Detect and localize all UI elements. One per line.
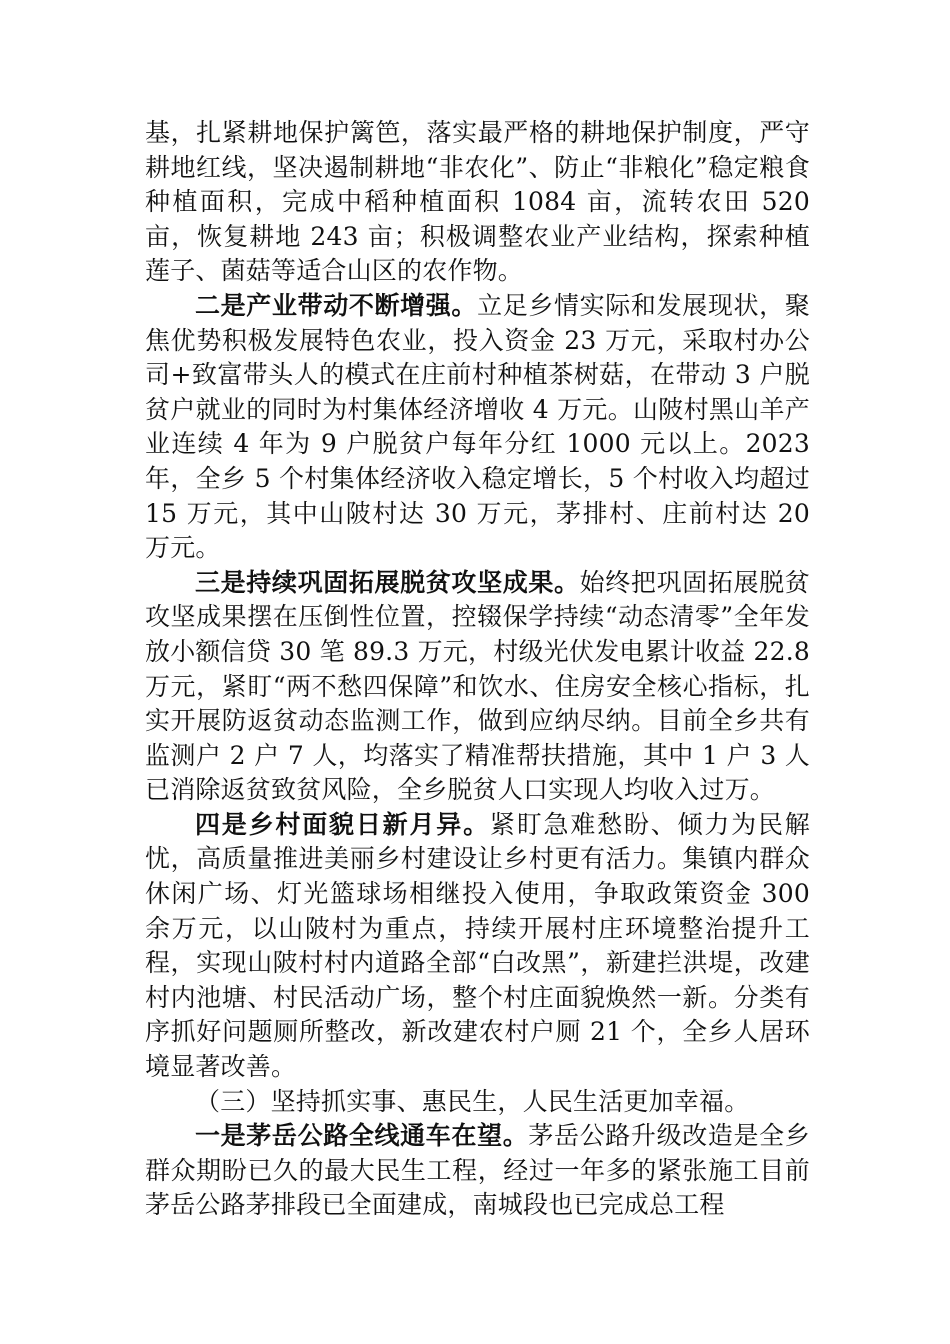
paragraph-lead-heading: 一是茅岳公路全线通车在望。 bbox=[195, 1121, 529, 1151]
section-heading-text: （三）坚持抓实事、惠民生，人民生活更加幸福。 bbox=[195, 1086, 750, 1116]
paragraph-text: 茅岳公路升级改造是全乡群众期盼已久的最大民生工程，经过一年多的紧张施工目前茅岳公路茅排段已全面建成，南城段也已完成总工程 bbox=[145, 1121, 810, 1220]
paragraph-lead-heading: 二是产业带动不断增强。 bbox=[195, 290, 478, 320]
paragraph-lead-heading: 三是持续巩固拓展脱贫攻坚成果。 bbox=[195, 567, 580, 597]
paragraph-lead-heading: 四是乡村面貌日新月异。 bbox=[195, 809, 490, 839]
paragraph-poverty-consolidation bbox=[145, 566, 810, 808]
paragraph-text: 基，扎紧耕地保护篱笆，落实最严格的耕地保护制度，严守耕地红线，坚决遏制耕地“非农化”、防止“非粮化”稳定粮食种植面积，完成中稻种植面积 1084 亩，流转农田 520 亩，恢复耕地 243 亩；积极调整农业产业结构，探索种植莲子、菌菇等适合山区的农作物。 bbox=[145, 118, 810, 286]
paragraph-village-appearance bbox=[145, 808, 810, 1085]
document-body bbox=[145, 116, 810, 1223]
section-heading-livelihood bbox=[145, 1085, 810, 1120]
paragraph-text: 立足乡情实际和发展现状，聚焦优势积极发展特色农业，投入资金 23 万元，采取村办公司+致富带头人的模式在庄前村种植茶树菇，在带动 3 户脱贫户就业的同时为村集体经济增收 4 万元。山陂村黑山羊产业连续 4 年为 9 户脱贫户每年分红 1000 元以上。2023 年，全乡 5 个村集体经济收入稳定增长，5 个村收入均超过 15 万元，其中山陂村达 30 万元，茅排村、庄前村达 20 万元。 bbox=[145, 290, 810, 563]
paragraph-farmland-protection bbox=[145, 116, 810, 289]
paragraph-text: 始终把巩固拓展脱贫攻坚成果摆在压倒性位置，控辍保学持续“动态清零”全年发放小额信贷 30 笔 89.3 万元，村级光伏发电累计收益 22.8 万元，紧盯“两不愁四保障”和饮水、住房安全核心指标，扎实开展防返贫动态监测工作，做到应纳尽纳。目前全乡共有监测户 2 户 7 人，均落实了精准帮扶措施，其中 1 户 3 人已消除返贫致贫风险，全乡脱贫人口实现人均收入过万。 bbox=[145, 567, 810, 805]
paragraph-industry-driving bbox=[145, 289, 810, 566]
paragraph-maoyue-road bbox=[145, 1119, 810, 1223]
paragraph-text: 紧盯急难愁盼、倾力为民解忧，高质量推进美丽乡村建设让乡村更有活力。集镇内群众休闲广场、灯光篮球场相继投入使用，争取政策资金 300 余万元，以山陂村为重点，持续开展村庄环境整治提升工程，实现山陂村村内道路全部“白改黑”，新建拦洪堤，改建村内池塘、村民活动广场，整个村庄面貌焕然一新。分类有序抓好问题厕所整改，新改建农村户厕 21 个，全乡人居环境显著改善。 bbox=[145, 809, 811, 1082]
